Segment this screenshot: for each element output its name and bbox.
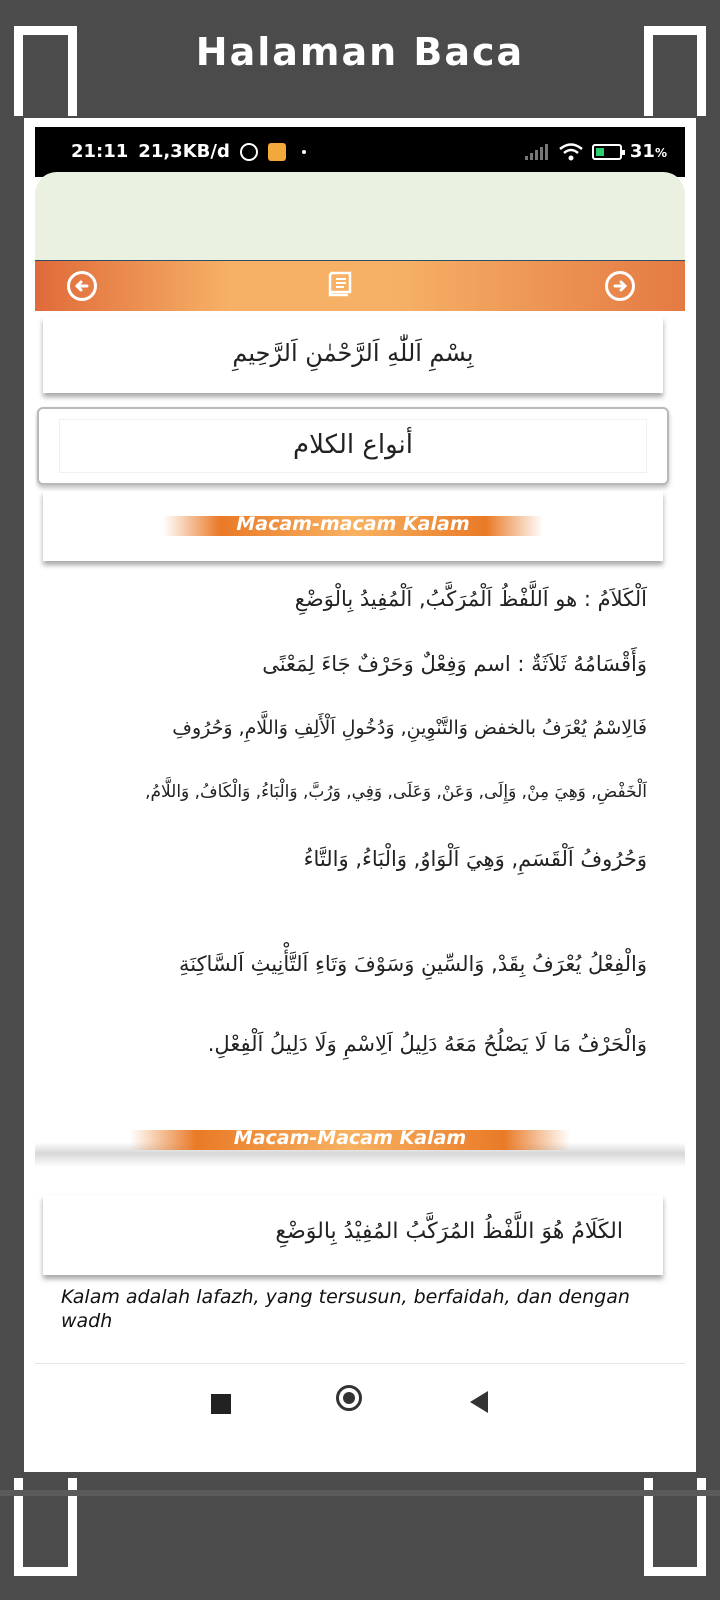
section-divider <box>35 1112 685 1167</box>
circle-arrow-right-icon <box>608 274 632 298</box>
battery-level: 31% <box>629 141 667 162</box>
frame-decoration <box>14 1567 76 1576</box>
next-chapter-button[interactable] <box>605 271 635 301</box>
system-nav-bar <box>35 1363 685 1472</box>
status-speed: 21,3KB/d <box>138 141 230 162</box>
wifi-icon <box>558 142 584 162</box>
alarm-icon <box>240 143 258 161</box>
signal-icon <box>524 143 550 161</box>
battery-icon <box>592 144 622 160</box>
chapter-navbar <box>35 261 685 311</box>
quote-card <box>43 1195 663 1275</box>
phone-screen <box>35 127 685 1472</box>
section-label: Macam-Macam Kalam <box>233 1127 467 1149</box>
section-header-card <box>43 491 663 561</box>
home-circle-icon[interactable] <box>336 1385 362 1411</box>
frame-decoration <box>0 1490 720 1496</box>
matn-line: وَالْحَرْفُ مَا لَا يَصْلُحُ مَعَهُ دَلِيلُ اَلِاسْمِ وَلَا دَلِيلُ اَلْفِعْلِ. <box>207 1032 647 1056</box>
prev-chapter-button[interactable] <box>67 271 97 301</box>
matn-line: فَالِاسْمُ يُعْرَفُ بالخفض وَالتَّنْوِينِ, وَدُخُولِ اَلْأَلِفِ وَاللَّامِ, وَحُرُوفِ <box>172 717 647 739</box>
circle-arrow-left-icon <box>70 274 94 298</box>
matn-line: اَلْكَلاَمُ : هو اَللَّفْظُ اَلْمُرَكَّبُ, اَلْمُفِيدُ بِالْوَضْعِ <box>294 587 647 611</box>
section-ribbon <box>130 1127 570 1150</box>
bismillah-text: بِسْمِ اَللّٰهِ اَلرَّحْمٰنِ اَلرَّحِيمِ <box>232 339 474 367</box>
translation-text: Kalam adalah lafazh, yang tersusun, berfaidah, dan dengan wadh <box>61 1286 630 1332</box>
page-title: Halaman Baca <box>195 30 525 74</box>
status-bar <box>35 127 685 177</box>
book-icon <box>326 271 354 297</box>
matn-line: وَأَقْسَامُهُ ثَلاَثَةٌ : اسم وَفِعْلٌ وَحَرْفٌ جَاءَ لِمَعْنًى <box>262 652 647 676</box>
quote-arabic: الكَلَامُ هُوَ اللَّفْظُ المُرَكَّبُ المُفِيْدُ بِالوَضْعِ <box>275 1219 623 1244</box>
square-icon[interactable] <box>211 1394 231 1414</box>
matn-line: وَالْفِعْلُ يُعْرَفُ بِقَدْ, وَالسِّينِ وَسَوْفَ وَتَاءِ اَلتَّأْنِيثِ اَلسَّاكِنَةِ <box>178 952 647 976</box>
matn-line: وَحُرُوفُ اَلْقَسَمِ, وَهِيَ اَلْوَاوُ, وَالْبَاءُ, وَالتَّاءُ <box>303 847 647 871</box>
header-banner <box>35 172 685 263</box>
book-button[interactable] <box>326 271 354 297</box>
notification-icon <box>268 143 286 161</box>
section-ribbon <box>163 513 543 536</box>
matn-line: اَلْخَفْضِ, وَهِيَ مِنْ, وَإِلَى, وَعَنْ, وَعَلَى, وَفِي, وَرُبَّ, وَالْبَاءُ, وَالْكَافُ, وَاللَّامُ, <box>145 782 647 802</box>
bismillah-card <box>43 317 663 393</box>
section-label: Macam-macam Kalam <box>236 513 470 535</box>
back-triangle-icon[interactable] <box>470 1391 488 1413</box>
chapter-title: أنواع الكلام <box>292 430 413 460</box>
frame-decoration <box>644 1567 706 1576</box>
dot-icon <box>302 150 306 154</box>
chapter-title-card <box>37 407 669 485</box>
status-time: 21:11 <box>71 141 129 162</box>
matn-text <box>45 582 647 1102</box>
